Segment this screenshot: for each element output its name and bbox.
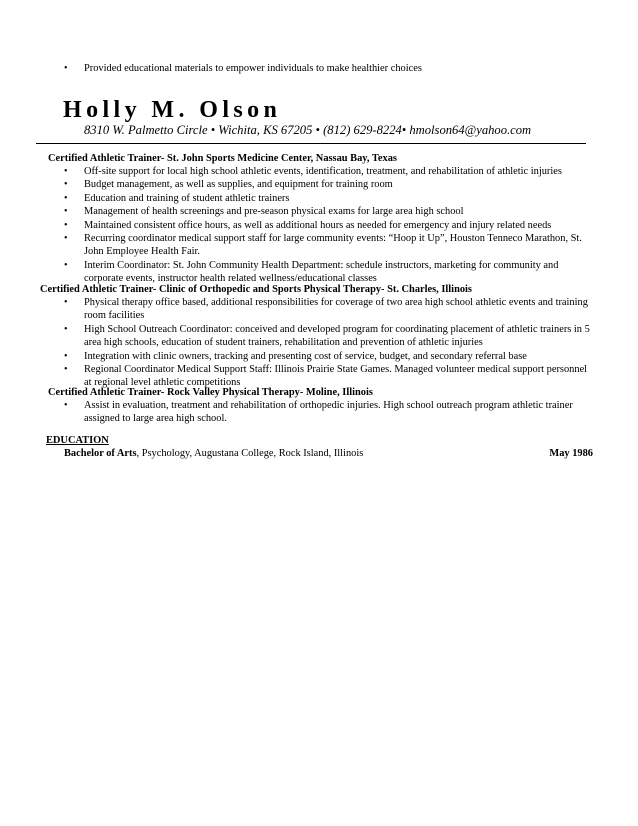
bullet-item: • Integration with clinic owners, tracking and presenting cost of service, budget, and secondary referral base xyxy=(84,350,594,363)
job-bullets-st-john xyxy=(84,165,594,286)
bullet-item: • Management of health screenings and pre-season physical exams for large area high school xyxy=(84,205,594,218)
job-bullets-rock-valley xyxy=(84,399,594,426)
bullet-item: • Interim Coordinator: St. John Community Health Department: schedule instructors, marketing for community and corporate events, instructor health related wellness/educational classes xyxy=(84,259,594,286)
bullet-item: • Budget management, as well as supplies, and equipment for training room xyxy=(84,178,594,191)
prior-job-bullet-list xyxy=(84,62,604,75)
bullet-item: • Maintained consistent office hours, as well as additional hours as needed for emergency and injury related needs xyxy=(84,219,594,232)
bullet-item: • Off-site support for local high school athletic events, identification, treatment, and rehabilitation of athletic injuries xyxy=(84,165,594,178)
degree-name: Bachelor of Arts xyxy=(64,448,137,459)
education-entry xyxy=(64,447,593,460)
bullet-item: • Recurring coordinator medical support staff for large community events: “Hoop it Up”, Houston Tenneco Marathon, St. John Employee Health Fair. xyxy=(84,232,594,259)
bullet-item: • Regional Coordinator Medical Support Staff: Illinois Prairie State Games. Managed volunteer medical support personnel at regional level athletic competitions xyxy=(84,363,594,390)
job-title-clinic-orthopedic: Certified Athletic Trainer- Clinic of Orthopedic and Sports Physical Therapy- St. Charles, Illinois xyxy=(40,284,472,295)
header-divider xyxy=(36,143,586,144)
bullet-item: • Assist in evaluation, treatment and rehabilitation of orthopedic injuries. High school outreach program athletic trainer assigned to large area high school. xyxy=(84,399,594,426)
bullet-item: • Physical therapy office based, additional responsibilities for coverage of two area high school athletic events and training room facilities xyxy=(84,296,594,323)
graduation-date: May 1986 xyxy=(549,448,593,459)
contact-line: 8310 W. Palmetto Circle • Wichita, KS 67205 • (812) 629-8224• hmolson64@yahoo.com xyxy=(84,123,532,137)
candidate-name: Holly M. Olson xyxy=(63,97,282,123)
job-bullets-clinic-orthopedic xyxy=(84,296,594,390)
degree-details: , Psychology, Augustana College, Rock Island, Illinois xyxy=(136,448,364,459)
bullet-item: • Education and training of student athletic trainers xyxy=(84,192,594,205)
bullet-item: • High School Outreach Coordinator: conceived and developed program for coordinating placement of athletic trainers in 5 area high schools, education of student trainers, rehabilitation and prevention of athletic injuries xyxy=(84,323,594,350)
job-title-rock-valley: Certified Athletic Trainer- Rock Valley Physical Therapy- Moline, Illinois xyxy=(48,387,373,398)
job-title-st-john: Certified Athletic Trainer- St. John Sports Medicine Center, Nassau Bay, Texas xyxy=(48,153,397,164)
bullet-item: • Provided educational materials to empower individuals to make healthier choices xyxy=(84,62,604,75)
education-heading: EDUCATION xyxy=(46,435,109,446)
